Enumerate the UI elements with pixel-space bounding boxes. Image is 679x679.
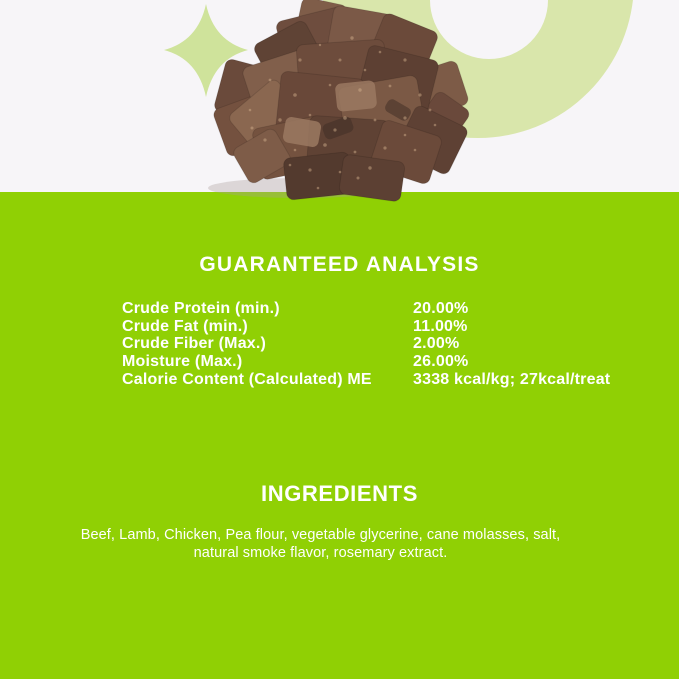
- ingredients-title: INGREDIENTS: [261, 481, 418, 506]
- analysis-table: [122, 300, 652, 389]
- analysis-row: [122, 300, 652, 318]
- analysis-value: 26.00%: [413, 353, 469, 371]
- analysis-value: 3338 kcal/kg; 27kcal/treat: [413, 370, 611, 388]
- analysis-label: Calorie Content (Calculated) ME: [122, 370, 372, 388]
- analysis-label: Crude Fat (min.): [122, 317, 248, 335]
- guaranteed-analysis-title: GUARANTEED ANALYSIS: [199, 253, 480, 276]
- analysis-row: [122, 335, 652, 353]
- analysis-row: [122, 371, 652, 389]
- dog-treats-pile-photo: [208, 0, 472, 202]
- analysis-value: 20.00%: [413, 300, 469, 317]
- hero-section: [0, 0, 679, 206]
- analysis-row: [122, 318, 652, 336]
- analysis-label: Crude Fiber (Max.): [122, 335, 267, 353]
- analysis-label: Moisture (Max.): [122, 353, 243, 371]
- analysis-row: [122, 353, 652, 371]
- analysis-value: 11.00%: [413, 317, 468, 335]
- analysis-value: 2.00%: [413, 335, 460, 353]
- ingredients-text: Beef, Lamb, Chicken, Pea flour, vegetable glycerine, cane molasses, salt, natural smoke flavor, rosemary extract.: [80, 527, 561, 561]
- analysis-label: Crude Protein (min.): [122, 300, 280, 317]
